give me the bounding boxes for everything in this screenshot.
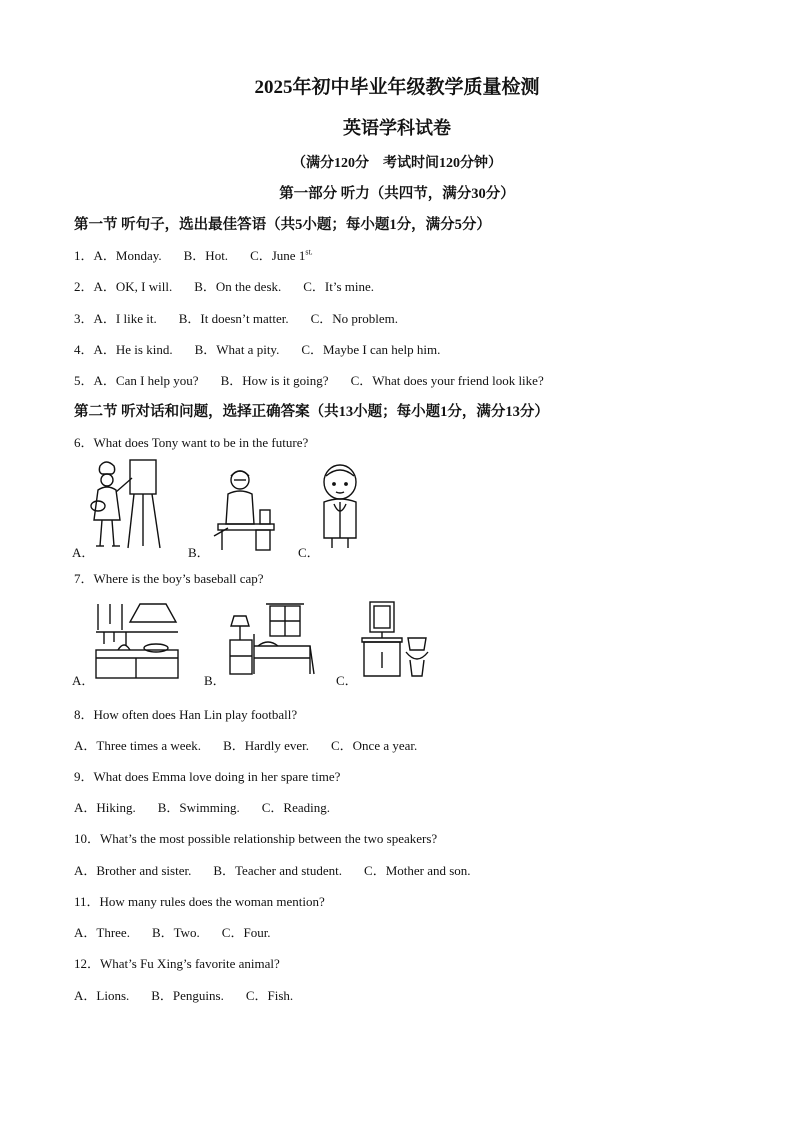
q6-label-a[interactable]: A． (72, 545, 95, 560)
question-9: 9．What does Emma love doing in her spare time? (74, 769, 341, 784)
section-two-heading: 第二节 听对话和问题，选择正确答案（共13小题；每小题1分，满分13分） (74, 404, 549, 420)
exam-subtitle: 英语学科试卷 (343, 118, 451, 138)
exam-title: 2025年初中毕业年级教学质量检测 (254, 77, 540, 98)
option-c[interactable]: C．What does your friend look like? (350, 373, 544, 388)
bathroom-image[interactable] (358, 598, 430, 682)
option-b[interactable]: B．Swimming. (157, 800, 240, 815)
option-c[interactable]: C．Reading. (261, 800, 331, 815)
option-b[interactable]: B．Penguins. (151, 988, 224, 1003)
option-a[interactable]: A．Three. (74, 925, 130, 940)
question-12-options (74, 985, 293, 1004)
question-3: 3．A．I like it. B．It doesn’t matter. C．No problem. (74, 308, 398, 327)
option-b[interactable]: B．Teacher and student. (213, 863, 343, 878)
q7-label-a[interactable]: A． (72, 673, 95, 688)
question-8: 8．How often does Han Lin play football? (74, 707, 298, 722)
option-c[interactable]: C．Fish. (245, 988, 294, 1003)
part-one-heading: 第一部分 听力（共四节，满分30分） (279, 186, 515, 202)
question-12: 12．What’s Fu Xing’s favorite animal? (74, 956, 280, 971)
question-10: 10．What’s the most possible relationship between the two speakers? (74, 831, 438, 846)
option-a[interactable]: A．Can I help you? (93, 373, 199, 388)
option-b[interactable]: B．What a pity. (194, 342, 280, 357)
q7-label-b[interactable]: B． (204, 673, 226, 688)
option-b[interactable]: B．Hot. (183, 248, 229, 263)
option-b[interactable]: B．How is it going? (220, 373, 329, 388)
option-a[interactable]: A．I like it. (93, 311, 157, 326)
q6-label-c[interactable]: C． (298, 545, 320, 560)
option-a[interactable]: A．Lions. (74, 988, 130, 1003)
option-a[interactable]: A．Three times a week. (74, 738, 202, 753)
q7-label-c[interactable]: C． (336, 673, 358, 688)
option-c[interactable]: C．It’s mine. (303, 279, 375, 294)
exam-info: （满分120分 考试时间120分钟） (292, 156, 502, 171)
option-b[interactable]: B．It doesn’t matter. (178, 311, 289, 326)
option-c[interactable]: C．No problem. (310, 311, 398, 326)
option-a[interactable]: A．OK, I will. (93, 279, 173, 294)
option-b[interactable]: B．Two. (151, 925, 200, 940)
question-2: 2．A．OK, I will. B．On the desk. C．It’s mine. (74, 276, 374, 295)
question-10-options (74, 860, 471, 879)
option-c[interactable]: C．Maybe I can help him. (301, 342, 441, 357)
question-11: 11．How many rules does the woman mention? (74, 894, 325, 909)
option-c[interactable]: C．June $1^{st.}$ (250, 247, 313, 263)
question-1: 1．A．Monday. B．Hot. C．June $1^{st.}$ (74, 245, 313, 264)
question-6: 6．What does Tony want to be in the future? (74, 435, 309, 450)
painter-image[interactable] (90, 456, 166, 552)
question-7: 7．Where is the boy’s baseball cap? (74, 571, 264, 586)
bedroom-image[interactable] (228, 602, 316, 680)
question-8-options (74, 735, 417, 754)
option-c[interactable]: C．Mother and son. (364, 863, 471, 878)
doctor-image[interactable] (318, 462, 362, 550)
option-b[interactable]: B．On the desk. (194, 279, 282, 294)
question-11-options (74, 922, 271, 941)
section-one-heading: 第一节 听句子，选出最佳答语（共5小题；每小题1分，满分5分） (74, 217, 491, 233)
option-c[interactable]: C．Once a year. (331, 738, 418, 753)
q6-label-b[interactable]: B． (188, 545, 210, 560)
question-5: 5．A．Can I help you? B．How is it going? C．What does your friend look like? (74, 370, 544, 389)
option-a[interactable]: A．Brother and sister. (74, 863, 192, 878)
writer-image[interactable] (210, 466, 276, 552)
option-b[interactable]: B．Hardly ever. (223, 738, 309, 753)
option-a[interactable]: A．Monday. (93, 248, 162, 263)
option-a[interactable]: A．He is kind. (93, 342, 173, 357)
option-c[interactable]: C．Four. (221, 925, 271, 940)
kitchen-image[interactable] (94, 602, 180, 680)
question-4: 4．A．He is kind. B．What a pity. C．Maybe I can help him. (74, 339, 440, 358)
option-a[interactable]: A．Hiking. (74, 800, 136, 815)
question-9-options (74, 797, 330, 816)
